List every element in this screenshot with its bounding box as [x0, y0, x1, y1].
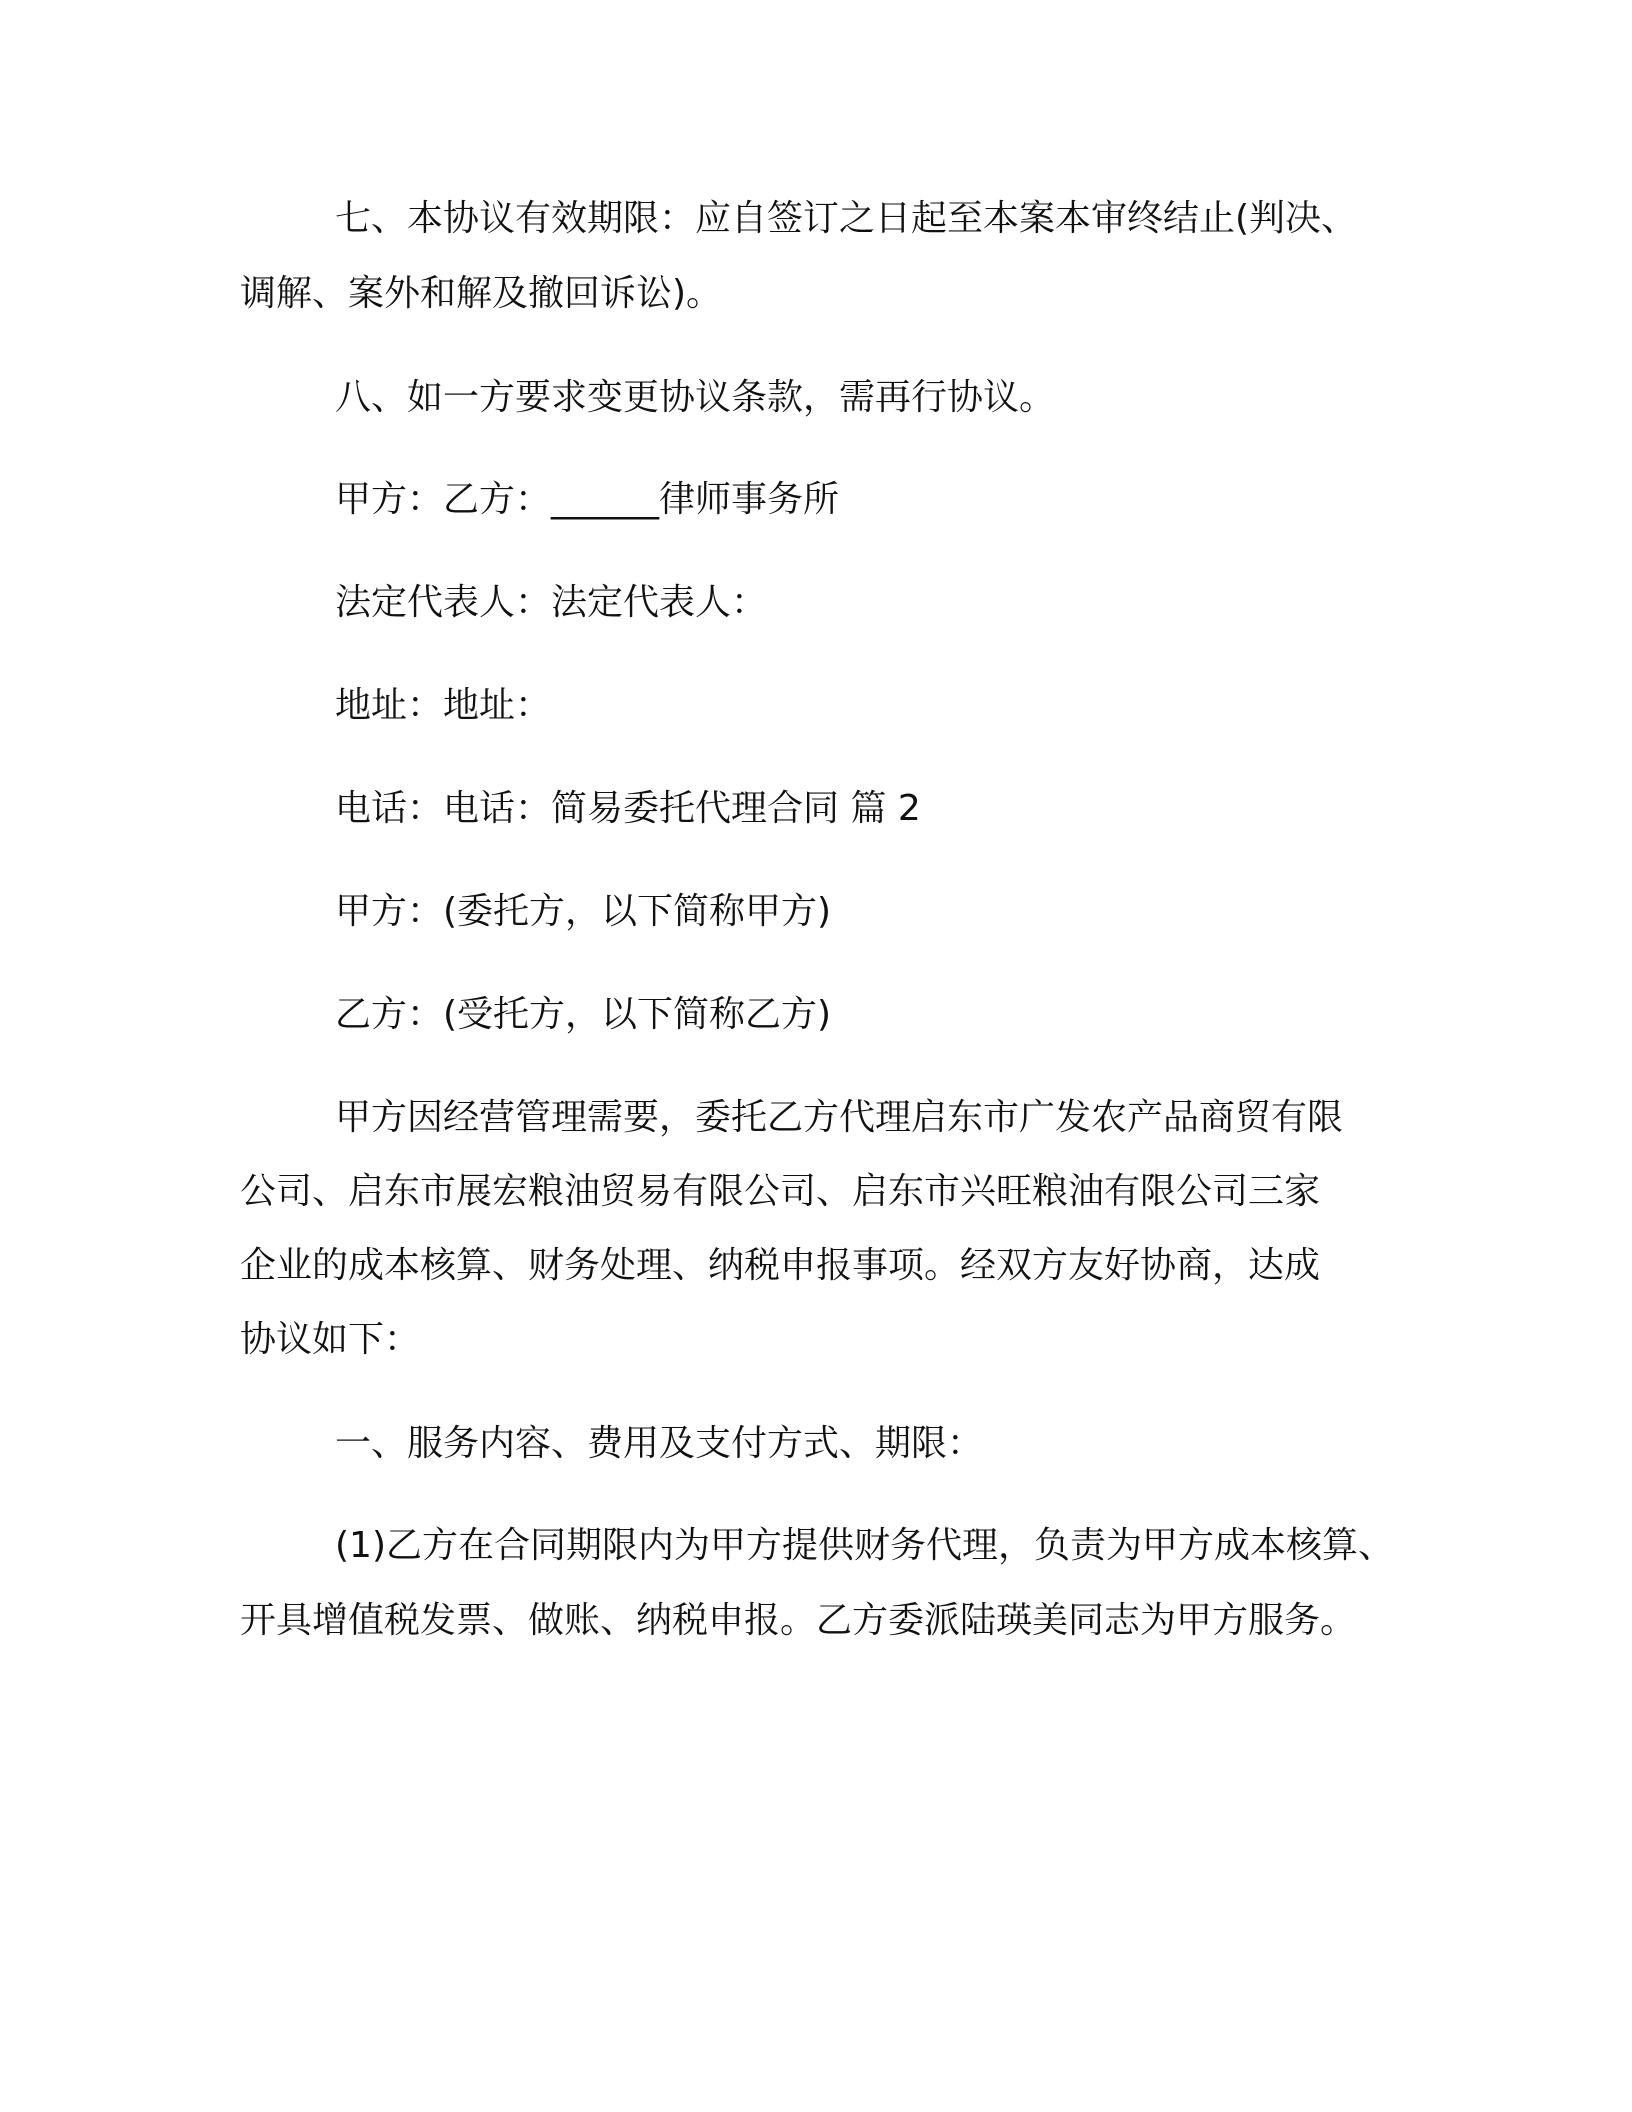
intro-line-1: 甲方因经营管理需要，委托乙方代理启东市广发农产品商贸有限 [335, 1097, 1344, 1138]
clause-7-line-2: 调解、案外和解及撤回诉讼)。 [240, 273, 723, 314]
section-1-heading: 一、服务内容、费用及支付方式、期限： [335, 1423, 984, 1464]
clause-8: 八、如一方要求变更协议条款，需再行协议。 [335, 377, 1056, 418]
party-b-line: 乙方：(受托方，以下简称乙方) [335, 994, 832, 1035]
party-a-line: 甲方：(委托方，以下简称甲方) [335, 891, 832, 932]
intro-line-2: 公司、启东市展宏粮油贸易有限公司、启东市兴旺粮油有限公司三家 [240, 1171, 1321, 1212]
party-line: 甲方：乙方：______律师事务所 [335, 479, 840, 520]
item-1-line-1: (1)乙方在合同期限内为甲方提供财务代理，负责为甲方成本核算、 [335, 1525, 1394, 1566]
phone-line: 电话：电话：简易委托代理合同 篇 2 [335, 788, 921, 829]
address-line: 地址：地址： [335, 685, 552, 726]
clause-7-line-1: 七、本协议有效期限：应自签订之日起至本案本审终结止(判决、 [335, 198, 1358, 239]
item-1-line-2: 开具增值税发票、做账、纳税申报。乙方委派陆瑛美同志为甲方服务。 [240, 1600, 1357, 1641]
intro-line-3: 企业的成本核算、财务处理、纳税申报事项。经双方友好协商，达成 [240, 1245, 1321, 1286]
legal-rep-line: 法定代表人：法定代表人： [335, 582, 768, 623]
intro-line-4: 协议如下： [240, 1319, 421, 1360]
